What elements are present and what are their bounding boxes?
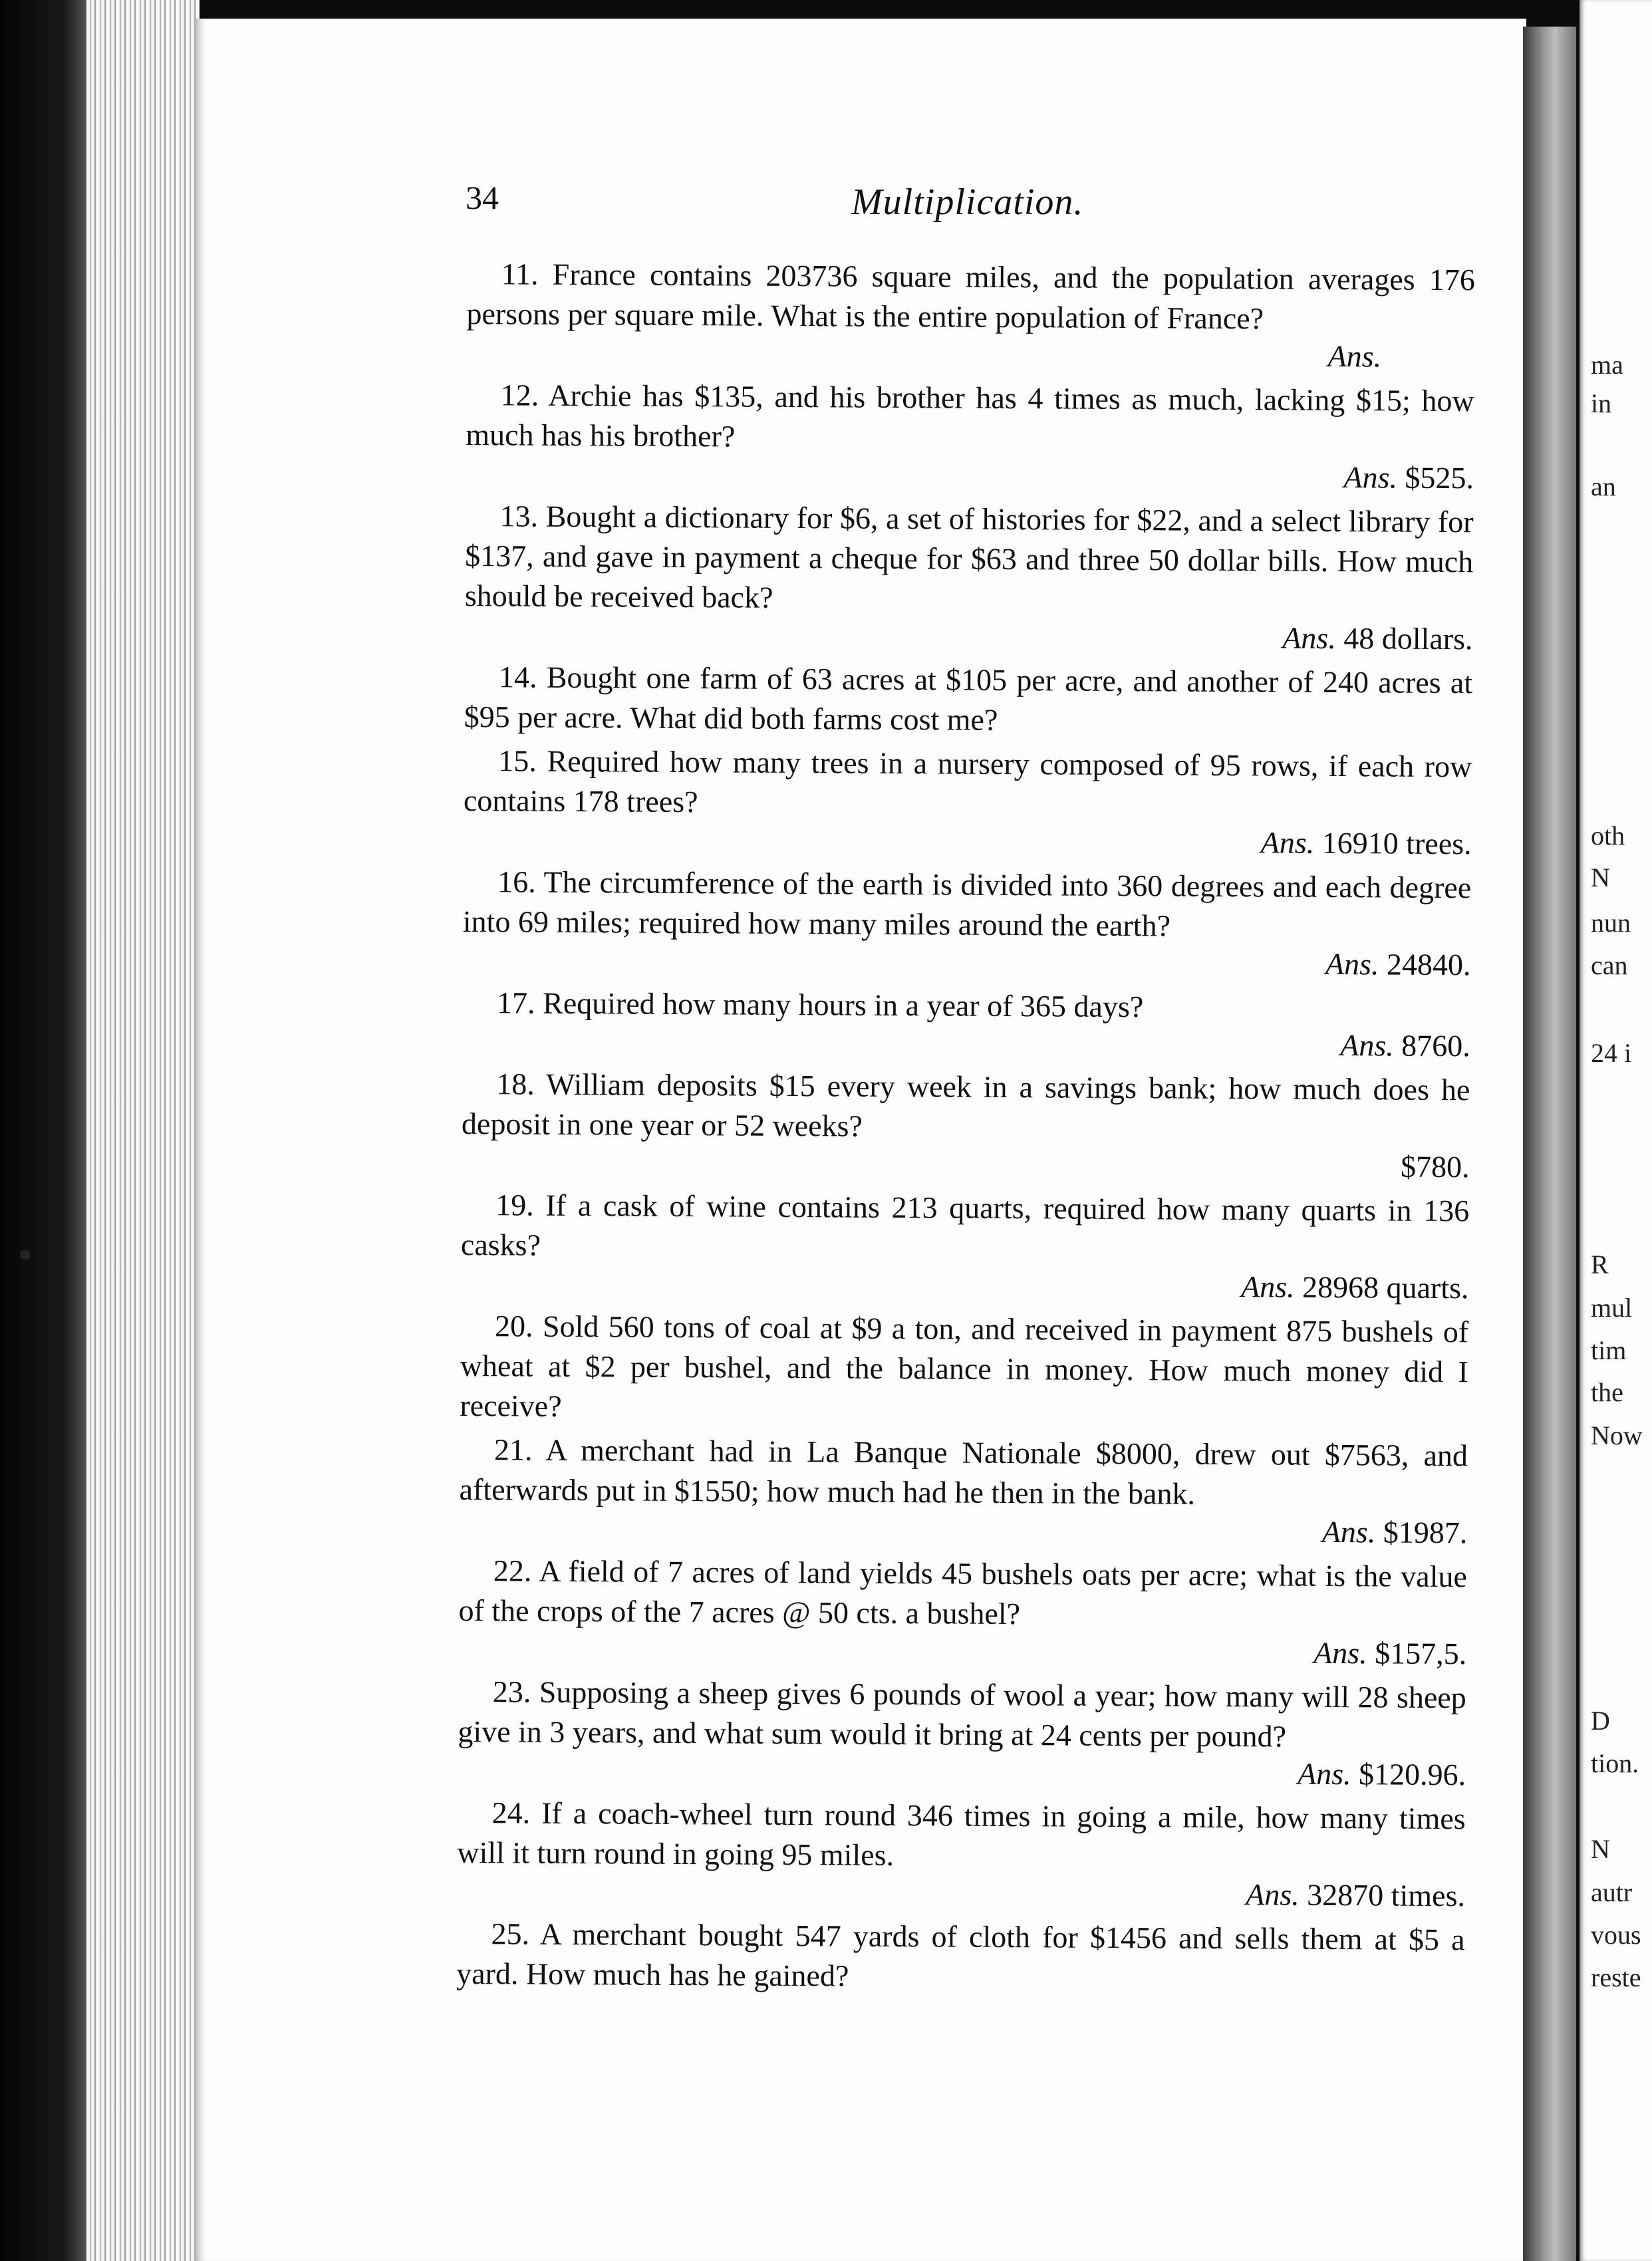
problem-text: Bought one farm of 63 acres at $105 per acre, and another of 240 acres at $95 per acre. What did both farms cost me? [464,660,1473,737]
problem-text: The circumference of the earth is divided into 360 degrees and each degree into 69 miles; required how many miles around the earth? [462,864,1472,943]
facing-fragment: autr [1591,1877,1633,1907]
problem-number: 24. [491,1796,531,1830]
problem-item [466,375,1474,498]
answer-line [466,452,1474,498]
page-edges [86,0,200,2261]
answer-line [463,818,1471,864]
answer-line [461,1141,1469,1187]
answer-label: Ans. [1260,825,1315,860]
problem-item [457,1793,1466,1916]
page-number: 34 [466,179,499,216]
answer-value: 48 dollars. [1343,621,1473,656]
answer-value: $525. [1405,460,1474,495]
problem-text: If a coach-wheel turn round 346 times in going a mile, how many times will it turn round in going 95 miles. [457,1796,1466,1872]
answer-line [464,613,1472,659]
answer-line [462,1020,1470,1066]
problem-text: Bought a dictionary for $6, a set of histories for $22, and a select library for $137, and gave in payment a cheque for $63 and three 50 dollar bills. How much should be received back? [464,499,1474,614]
problem-text: Archie has $135, and his brother has 4 times as much, lacking $15; how much has his brother? [466,378,1474,454]
problem-item [463,741,1472,864]
answer-line [459,1507,1467,1553]
answer-value: $157,5. [1375,1636,1467,1671]
problem-item [456,1914,1465,2000]
problem-item [458,1672,1466,1795]
answer-line [466,331,1381,376]
answer-label: Ans. [1240,1269,1295,1304]
answer-label: Ans. [1325,946,1379,982]
problem-number: 23. [492,1674,531,1709]
facing-fragment: N [1591,1834,1610,1864]
problem-text: A field of 7 acres of land yields 45 bushels oats per acre; what is the value of the crops of the 7 acres @ 50 cts. a bushel? [458,1553,1468,1631]
problem-text: A merchant bought 547 yards of cloth for $1456 and sells them at $5 a yard. How much has he gained? [456,1917,1465,1993]
problem-text: A merchant had in La Banque Nationale $8000, drew out $7563, and afterwards put in $1550; how much had he then in the bank. [459,1432,1468,1511]
facing-fragment: nun [1591,908,1631,938]
problem-number: 21. [493,1432,533,1467]
answer-label: Ans. [1313,1635,1367,1670]
answer-line [460,1262,1468,1308]
answer-label: Ans. [1246,1877,1300,1912]
answer-line [462,939,1470,985]
facing-fragment: vous [1591,1920,1641,1950]
facing-fragment: tion. [1591,1748,1639,1778]
answer-value: 8760. [1401,1028,1470,1063]
running-head: Multiplication. [851,182,1084,223]
problem-text: Sold 560 tons of coal at $9 a ton, and received in payment 875 bushels of wheat at $2 per bushel, and the balance in money. How much money did I receive? [460,1309,1469,1423]
problem-number: 20. [494,1309,533,1343]
facing-fragment: 24 i [1591,1038,1632,1068]
answer-value: $780. [1400,1149,1470,1184]
problem-number: 25. [491,1917,530,1951]
answer-value: 24840. [1386,947,1471,982]
problem-text: Required how many trees in a nursery composed of 95 rows, if each row contains 178 trees? [463,743,1472,819]
answer-line [457,1870,1465,1916]
problem-item [466,254,1475,377]
problem-list [456,254,1475,2004]
book-gutter [1523,27,1576,2261]
answer-value: $120.96. [1358,1757,1466,1792]
book-spine-shadow [0,0,93,2261]
answer-value: $1987. [1383,1515,1468,1550]
problem-item [462,862,1471,985]
ink-smudge [20,1250,31,1260]
problem-item [459,1430,1468,1553]
problem-text: If a cask of wine contains 213 quarts, required how many quarts in 136 casks? [460,1188,1470,1262]
problem-number: 13. [499,499,539,533]
problem-text: France contains 203736 square miles, and the population averages 176 persons per square mile. What is the entire population of France? [466,257,1475,336]
facing-fragment: an [1591,471,1616,501]
problem-text: Supposing a sheep gives 6 pounds of wool a year; how many will 28 sheep give in 3 years, and what sum would it bring at 24 cents per pound? [458,1674,1466,1754]
answer-label: Ans. [1297,1756,1351,1792]
facing-fragment: tim [1591,1335,1627,1365]
problem-text: William deposits $15 every week in a savings bank; how much does he deposit in one year or 52 weeks? [461,1067,1470,1143]
facing-fragment: mul [1591,1293,1633,1323]
answer-value: 28968 quarts. [1302,1269,1469,1305]
problem-text: Required how many hours in a year of 365 days? [542,986,1144,1024]
facing-fragment: R [1591,1250,1609,1279]
problem-number: 16. [497,864,536,899]
problem-item [462,983,1471,1066]
facing-fragment: Now [1591,1420,1643,1450]
problem-number: 11. [501,257,539,291]
problem-number: 18. [496,1067,535,1101]
answer-line [458,1749,1466,1795]
problem-item [460,1306,1468,1432]
answer-label: Ans. [1282,620,1336,655]
facing-fragment: ma [1591,350,1623,380]
answer-label: Ans. [1340,1028,1394,1063]
problem-number: 12. [500,378,539,412]
problem-number: 14. [498,660,537,694]
problem-number: 22. [493,1553,532,1588]
problem-item [464,657,1473,743]
facing-fragment: reste [1591,1962,1641,1992]
answer-label: Ans. [1321,1514,1376,1549]
facing-fragment: oth [1591,821,1625,851]
facing-fragment: in [1591,388,1612,418]
answer-label: Ans. [1327,338,1382,374]
problem-item [460,1185,1469,1308]
facing-fragment: D [1591,1706,1610,1736]
answer-value: 32870 times. [1307,1877,1466,1913]
answer-label: Ans. [1343,460,1398,495]
facing-fragment: can [1591,950,1628,980]
problem-item [461,1064,1470,1187]
facing-fragment: the [1591,1377,1623,1407]
answer-line [458,1628,1466,1674]
problem-number: 15. [498,743,537,778]
problem-item [458,1551,1467,1674]
problem-item [464,496,1473,659]
answer-value: 16910 trees. [1321,825,1472,861]
problem-number: 17. [496,986,535,1020]
facing-fragment: N [1591,863,1610,892]
problem-number: 19. [495,1188,534,1222]
